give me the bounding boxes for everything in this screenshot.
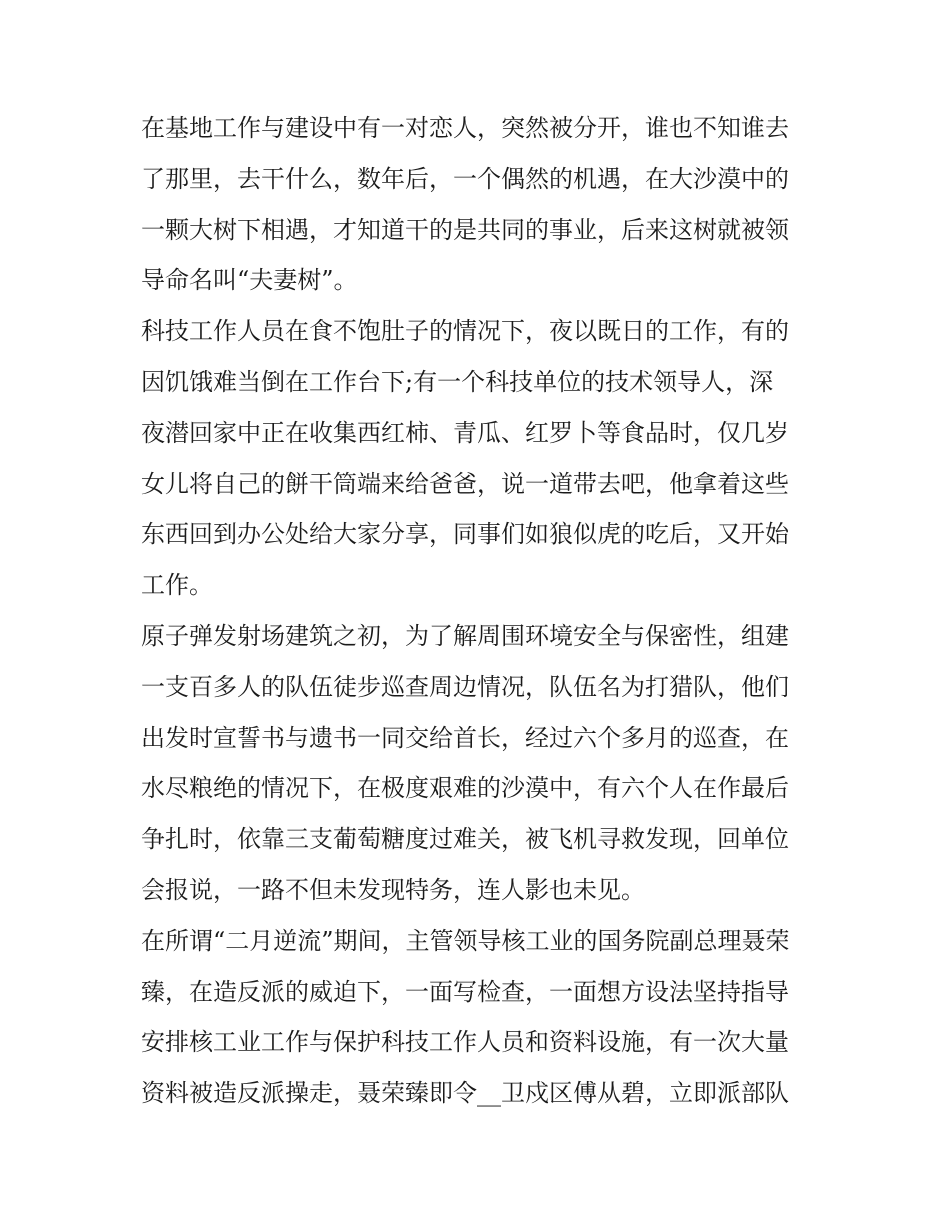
paragraph-hunger-work [141, 306, 821, 611]
text-line: 原子弹发射场建筑之初，为了解周围环境安全与保密性，组建 [141, 621, 789, 650]
text-line: 水尽粮绝的情况下，在极度艰难的沙漠中，有六个人在作最后 [141, 774, 789, 803]
paragraph-february-countercurrent [141, 916, 821, 1119]
text-line: 出发时宣誓书与遗书一同交给首长，经过六个多月的巡查，在 [141, 723, 789, 752]
text-line: 科技工作人员在食不饱肚子的情况下，夜以既日的工作，有的 [141, 317, 789, 346]
text-line: 夜潜回家中正在收集西红柿、青瓜、红罗卜等食品时，仅几岁 [141, 418, 789, 447]
text-line: 资料被造反派操走，聂荣臻即令__卫戍区傅从碧，立即派部队 [141, 1079, 789, 1108]
text-line: 一颗大树下相遇，才知道干的是共同的事业，后来这树就被领 [141, 215, 789, 244]
text-line: 东西回到办公处给大家分享，同事们如狼似虎的吃后，又开始 [141, 520, 789, 549]
paragraph-couple-tree [141, 103, 821, 306]
text-line: 女儿将自己的餅干筒端来给爸爸，说一道带去吧，他拿着这些 [141, 469, 789, 498]
document-body [141, 103, 821, 1119]
text-line: 了那里，去干什么，数年后，一个偶然的机遇，在大沙漠中的 [141, 164, 789, 193]
text-line: 会报说，一路不但未发现特务，连人影也未见。 [141, 875, 645, 904]
text-line: 臻，在造反派的威迫下，一面写检查，一面想方设法坚持指导 [141, 977, 789, 1006]
paragraph-hunting-team [141, 611, 821, 916]
text-line: 一支百多人的队伍徒步巡查周边情况，队伍名为打猎队，他们 [141, 672, 789, 701]
text-line: 在所谓“二月逆流”期间，主管领导核工业的国务院副总理聂荣 [141, 926, 790, 955]
text-line: 在基地工作与建设中有一对恋人，突然被分开，谁也不知谁去 [141, 114, 789, 142]
text-line: 工作。 [141, 571, 213, 600]
text-line: 导命名叫“夫妻树”。 [141, 266, 358, 295]
text-line: 争扎时，依靠三支葡萄糖度过难关，被飞机寻救发现，回单位 [141, 825, 789, 854]
text-line: 安排核工业工作与保护科技工作人员和资料设施，有一次大量 [141, 1028, 789, 1057]
text-line: 因饥饿难当倒在工作台下;有一个科技单位的技术领导人，深 [141, 367, 774, 396]
